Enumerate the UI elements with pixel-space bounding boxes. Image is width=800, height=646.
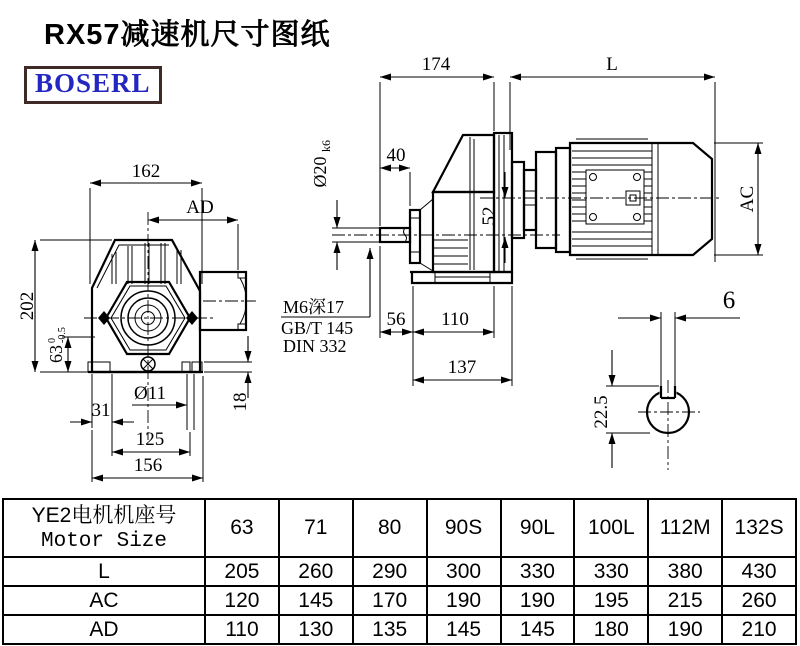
table-cell: 300 xyxy=(427,557,501,586)
table-cell: 135 xyxy=(353,615,427,644)
note-gbt: GB/T 145 xyxy=(281,318,354,338)
svg-text:-0.5: -0.5 xyxy=(57,327,68,343)
table-cell: 145 xyxy=(427,615,501,644)
motor-size-header xyxy=(3,499,205,557)
dim-AC-label: AC xyxy=(737,185,758,213)
size-col: 112M xyxy=(648,499,722,557)
row-label: L xyxy=(3,557,205,586)
table-cell: 260 xyxy=(722,586,796,615)
table-cell: 170 xyxy=(353,586,427,615)
table-cell: 190 xyxy=(501,586,575,615)
table-header-row xyxy=(3,499,796,557)
table-cell: 110 xyxy=(205,615,279,644)
table-cell: 120 xyxy=(205,586,279,615)
dim-52-label: 52 xyxy=(479,206,500,226)
svg-text:Ø20: Ø20 xyxy=(310,156,330,188)
dim-156-label: 156 xyxy=(133,455,163,476)
table-row-AD xyxy=(3,615,796,644)
dim-dia20k6-label xyxy=(310,140,333,188)
table-cell: 210 xyxy=(722,615,796,644)
table-cell: 180 xyxy=(574,615,648,644)
table-cell: 260 xyxy=(279,557,353,586)
shaft-section-view xyxy=(591,287,740,470)
note-m6: M6深17 xyxy=(283,297,345,317)
svg-text:k6: k6 xyxy=(319,140,333,152)
dim-202-label: 202 xyxy=(17,291,38,321)
dim-ad-label: AD xyxy=(186,197,214,218)
table-cell: 130 xyxy=(279,615,353,644)
dim-110-label: 110 xyxy=(441,309,469,330)
size-col: 63 xyxy=(205,499,279,557)
dim-174-label: 174 xyxy=(421,54,451,75)
size-col: 90L xyxy=(501,499,575,557)
dim-63-label xyxy=(46,327,68,363)
front-view xyxy=(17,161,256,482)
motor-size-header-cn: YE2电机机座号 xyxy=(31,504,177,528)
note-din: DIN 332 xyxy=(283,336,347,356)
table-cell: 330 xyxy=(501,557,575,586)
table-cell: 190 xyxy=(648,615,722,644)
brand-logo: BOSERL xyxy=(24,66,162,104)
dim-22-5-label: 22.5 xyxy=(591,395,612,429)
dim-6-label: 6 xyxy=(722,287,736,314)
dim-162-label: 162 xyxy=(131,161,161,182)
size-col: 100L xyxy=(574,499,648,557)
table-cell: 145 xyxy=(279,586,353,615)
dim-L-label: L xyxy=(606,54,618,75)
size-col: 90S xyxy=(427,499,501,557)
table-cell: 145 xyxy=(501,615,575,644)
table-row-L xyxy=(3,557,796,586)
table-cell: 215 xyxy=(648,586,722,615)
table-cell: 205 xyxy=(205,557,279,586)
dim-dia11-label: Ø11 xyxy=(133,383,167,404)
table-cell: 430 xyxy=(722,557,796,586)
dim-125-label: 125 xyxy=(135,429,165,450)
dim-18-label: 18 xyxy=(230,392,251,412)
dim-31-label: 31 xyxy=(91,400,111,421)
table-cell: 195 xyxy=(574,586,648,615)
dim-56-label: 56 xyxy=(386,309,406,330)
size-col: 71 xyxy=(279,499,353,557)
size-col: 132S xyxy=(722,499,796,557)
dim-40-label: 40 xyxy=(386,145,406,166)
row-label: AC xyxy=(3,586,205,615)
motor-size-header-en: Motor Size xyxy=(40,529,168,553)
side-view xyxy=(281,54,763,386)
table-cell: 330 xyxy=(574,557,648,586)
table-cell: 190 xyxy=(427,586,501,615)
table-row-AC xyxy=(3,586,796,615)
page-title: RX57减速机尺寸图纸 xyxy=(44,19,331,51)
svg-text:63: 63 xyxy=(46,345,66,363)
row-label: AD xyxy=(3,615,205,644)
dimension-table xyxy=(2,498,797,645)
svg-text:0: 0 xyxy=(47,338,58,343)
table-cell: 290 xyxy=(353,557,427,586)
table-cell: 380 xyxy=(648,557,722,586)
size-col: 80 xyxy=(353,499,427,557)
dim-137-label: 137 xyxy=(447,357,477,378)
